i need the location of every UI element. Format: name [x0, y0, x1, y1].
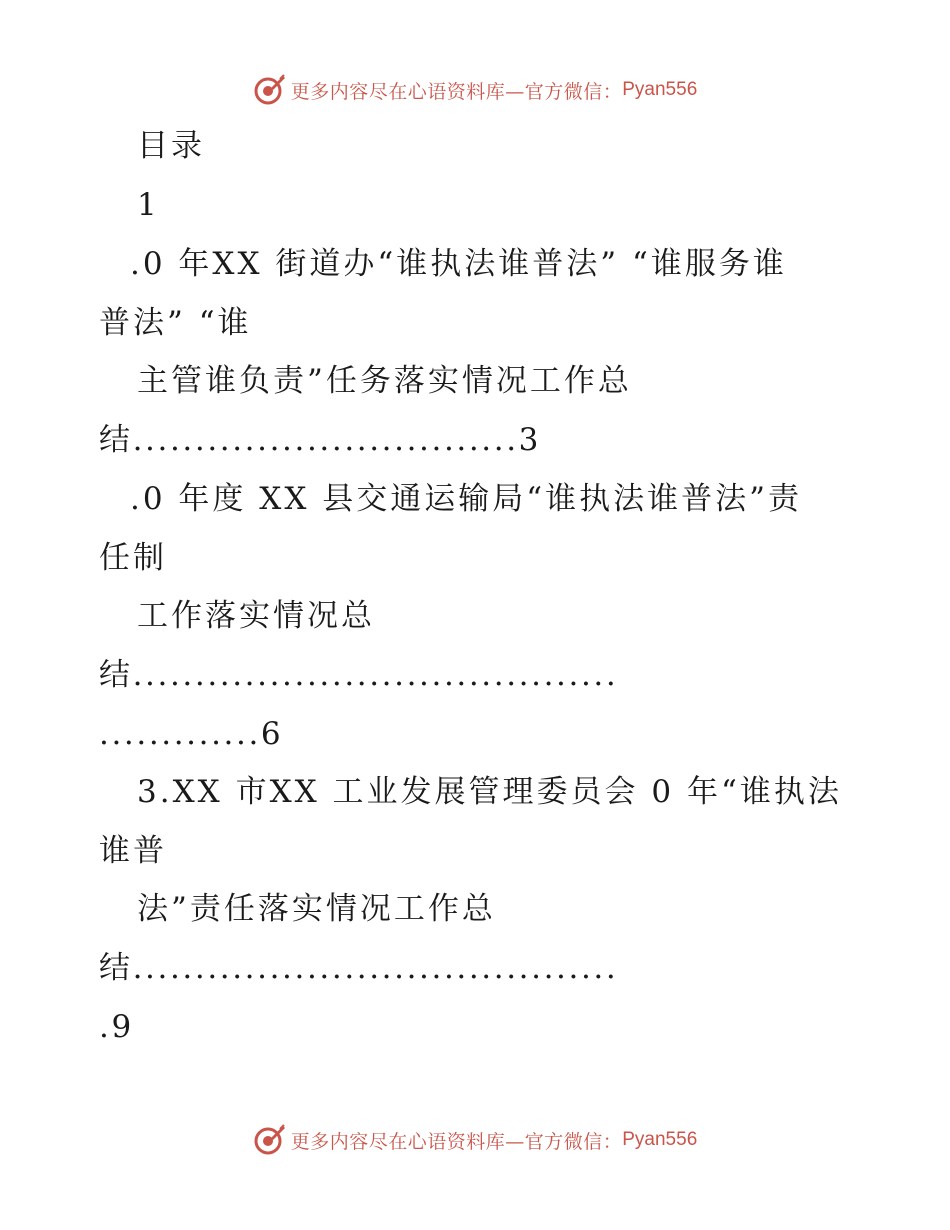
toc-entry-3-line-4: 结.......................................	[99, 950, 619, 986]
toc-title: 目录	[137, 128, 205, 164]
toc-entry-3-line-5: .9	[99, 1009, 134, 1045]
watermark-account: Pyan556	[622, 79, 698, 100]
watermark-account: Pyan556	[622, 1129, 698, 1150]
toc-number: 1	[137, 187, 160, 223]
toc-entry-1-line-3: 主管谁负责”任务落实情况工作总	[137, 363, 632, 399]
toc-entry-3-line-2: 谁普	[99, 833, 167, 869]
watermark-text: 更多内容尽在心语资料库—官方微信：	[290, 80, 623, 103]
toc-entry-1-line-2: 普法” “谁	[99, 305, 252, 341]
toc-entry-1-line-1: .0 年XX 街道办“谁执法谁普法” “谁服务谁	[130, 246, 787, 282]
toc-entry-2-line-2: 任制	[99, 540, 167, 576]
toc-entry-2-line-5: .............6	[99, 716, 284, 752]
pen-logo-icon	[253, 1123, 287, 1157]
toc-entry-2-line-1: .0 年度 XX 县交通运输局“谁执法谁普法”责	[130, 481, 802, 517]
toc-entry-3-line-3: 法”责任落实情况工作总	[137, 891, 496, 927]
toc-entry-3-line-1: 3.XX 市XX 工业发展管理委员会 0 年“谁执法	[137, 774, 842, 810]
header-watermark-banner	[0, 70, 950, 110]
toc-entry-2-line-4: 结.......................................	[99, 657, 619, 693]
toc-entry-2-line-3: 工作落实情况总	[137, 598, 375, 634]
watermark-text: 更多内容尽在心语资料库—官方微信：	[290, 1130, 623, 1153]
footer-watermark-banner	[0, 1120, 950, 1160]
pen-logo-icon	[253, 73, 287, 107]
toc-entry-1-line-4: 结...............................3	[99, 422, 541, 458]
